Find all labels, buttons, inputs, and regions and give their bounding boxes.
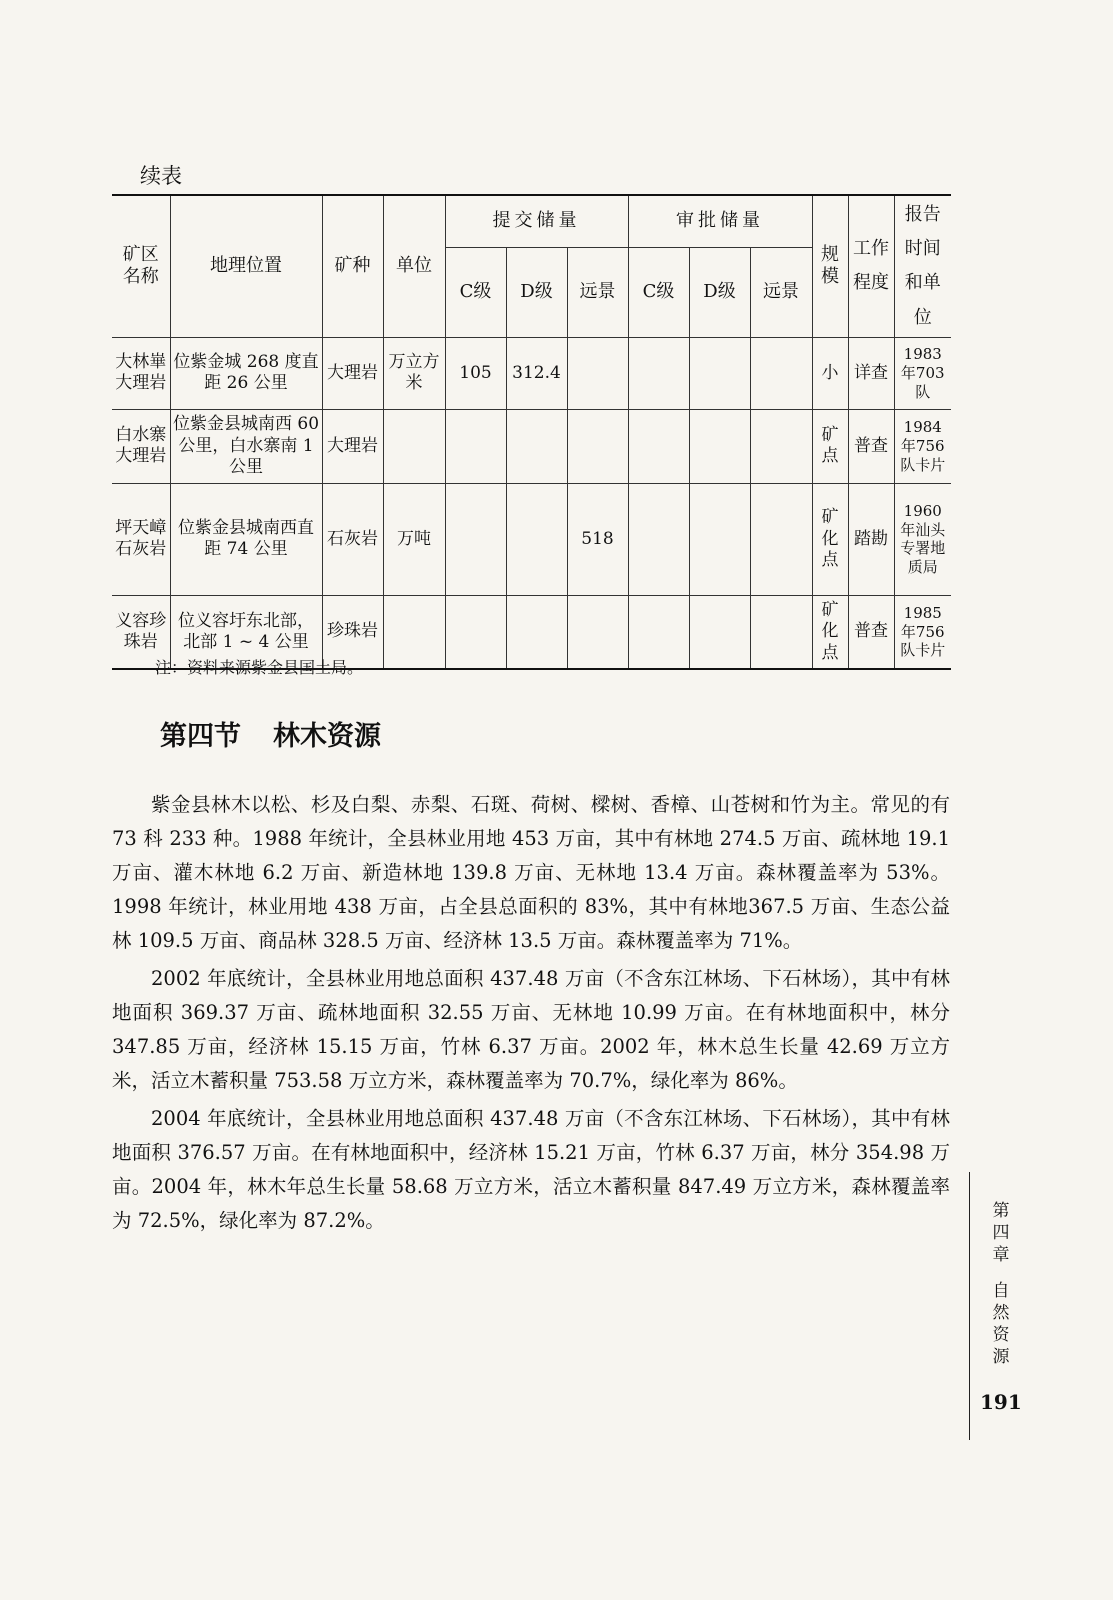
area-name-cell: 大林崋大理岩: [112, 337, 170, 409]
body-paragraph: 紫金县林木以松、杉及白梨、赤梨、石斑、荷树、樑树、香樟、山苍树和竹为主。常见的有 73 科 233 种。1988 年统计，全县林业用地 453 万亩，其中有林地 274.5 万亩、疏林地 19.1 万亩、灌木林地 6.2 万亩、新造林地 139.8 万亩、无林地 13.4 万亩。森林覆盖率为 53%。1998 年统计，林业用地 438 万亩，占全县总面积的 83%，其中有林地367.5 万亩、生态公益林 109.5 万亩、商品林 328.5 万亩、经济林 13.5 万亩。森林覆盖率为 71%。: [112, 793, 950, 952]
chapter-label: 第四章: [992, 1201, 1010, 1265]
location-cell: 位紫金县城南西 60 公里，白水寨南 1 公里: [170, 409, 322, 483]
unit-cell: [383, 409, 445, 483]
submitted-c-cell: [445, 409, 506, 483]
page-number: 191: [980, 1390, 1022, 1414]
header-submitted-reserves: 提交储量: [445, 195, 628, 247]
approved-d-cell: [689, 483, 750, 595]
work-level-cell: 踏勘: [848, 483, 894, 595]
mineral-cell: 石灰岩: [322, 483, 383, 595]
work-level-cell: 详查: [848, 337, 894, 409]
chapter-marker: [986, 1200, 1016, 1368]
table-source-note: 注：资料来源紫金县国土局。: [155, 658, 364, 677]
scale-cell: 矿化点: [812, 483, 848, 595]
header-approved-d: D级: [689, 247, 750, 337]
approved-far-cell: [750, 409, 812, 483]
approved-c-cell: [628, 409, 689, 483]
body-paragraph: 2004 年底统计，全县林业用地总面积 437.48 万亩（不含东江林场、下石林场），其中有林地面积 376.57 万亩。在有林地面积中，经济林 15.21 万亩，竹林 6.37 万亩，林分 354.98 万亩。2004 年，林木年总生长量 58.68 万立方米，活立木蓄积量 847.49 万立方米，森林覆盖率为 72.5%，绿化率为 87.2%。: [112, 1107, 950, 1232]
header-approved-c: C级: [628, 247, 689, 337]
area-name-cell: 白水寨大理岩: [112, 409, 170, 483]
header-area-name: 矿区名称: [112, 195, 170, 337]
mineral-cell: 大理岩: [322, 409, 383, 483]
section-heading: [160, 714, 413, 753]
approved-far-cell: [750, 595, 812, 669]
mineral-deposits-table: [112, 194, 951, 670]
header-mineral: 矿种: [322, 195, 383, 337]
submitted-c-cell: [445, 595, 506, 669]
approved-d-cell: [689, 595, 750, 669]
location-cell: 位紫金县城南西直距 74 公里: [170, 483, 322, 595]
unit-cell: 万立方米: [383, 337, 445, 409]
table-row: [112, 483, 951, 595]
mineral-cell: 珍珠岩: [322, 595, 383, 669]
header-work-level: 工作程度: [848, 195, 894, 337]
report-cell: 1983年703队: [894, 337, 951, 409]
submitted-far-cell: [567, 409, 628, 483]
header-submitted-c: C级: [445, 247, 506, 337]
unit-cell: [383, 595, 445, 669]
section-title: 林木资源: [273, 721, 381, 752]
submitted-far-cell: 518: [567, 483, 628, 595]
section-number: 第四节: [160, 721, 241, 752]
scale-cell: 小: [812, 337, 848, 409]
table-row: [112, 337, 951, 409]
submitted-d-cell: [506, 595, 567, 669]
submitted-far-cell: [567, 595, 628, 669]
scale-cell: 矿化点: [812, 595, 848, 669]
header-submitted-d: D级: [506, 247, 567, 337]
unit-cell: 万吨: [383, 483, 445, 595]
location-cell: 位紫金城 268 度直距 26 公里: [170, 337, 322, 409]
header-submitted-far: 远景: [567, 247, 628, 337]
work-level-cell: 普查: [848, 595, 894, 669]
area-name-cell: 义容珍珠岩: [112, 595, 170, 669]
header-unit: 单位: [383, 195, 445, 337]
approved-d-cell: [689, 337, 750, 409]
header-report-time-unit: 报告时间和单位: [894, 195, 951, 337]
scale-cell: 矿点: [812, 409, 848, 483]
area-name-cell: 坪天嶂石灰岩: [112, 483, 170, 595]
submitted-c-cell: [445, 483, 506, 595]
margin-divider: [969, 1172, 970, 1440]
chapter-subject: 自然资源: [992, 1281, 1010, 1367]
header-scale: 规模: [812, 195, 848, 337]
submitted-c-cell: 105: [445, 337, 506, 409]
mineral-cell: 大理岩: [322, 337, 383, 409]
approved-c-cell: [628, 595, 689, 669]
header-approved-reserves: 审批储量: [628, 195, 812, 247]
header-location: 地理位置: [170, 195, 322, 337]
table-row: [112, 409, 951, 483]
approved-d-cell: [689, 409, 750, 483]
report-cell: 1984年756队卡片: [894, 409, 951, 483]
section-body: [112, 788, 950, 1242]
location-cell: 位义容圩东北部，北部 1 ~ 4 公里: [170, 595, 322, 669]
continued-table-label: 续表: [140, 164, 182, 188]
submitted-d-cell: 312.4: [506, 337, 567, 409]
report-cell: 1985年756队卡片: [894, 595, 951, 669]
approved-far-cell: [750, 337, 812, 409]
report-cell: 1960年汕头专署地质局: [894, 483, 951, 595]
work-level-cell: 普查: [848, 409, 894, 483]
header-approved-far: 远景: [750, 247, 812, 337]
submitted-far-cell: [567, 337, 628, 409]
approved-c-cell: [628, 337, 689, 409]
submitted-d-cell: [506, 483, 567, 595]
submitted-d-cell: [506, 409, 567, 483]
body-paragraph: 2002 年底统计，全县林业用地总面积 437.48 万亩（不含东江林场、下石林场），其中有林地面积 369.37 万亩、疏林地面积 32.55 万亩、无林地 10.99 万亩。在有林地面积中，林分 347.85 万亩，经济林 15.15 万亩，竹林 6.37 万亩。2002 年，林木总生长量 42.69 万立方米，活立木蓄积量 753.58 万立方米，森林覆盖率为 70.7%，绿化率为 86%。: [112, 967, 950, 1092]
approved-far-cell: [750, 483, 812, 595]
approved-c-cell: [628, 483, 689, 595]
